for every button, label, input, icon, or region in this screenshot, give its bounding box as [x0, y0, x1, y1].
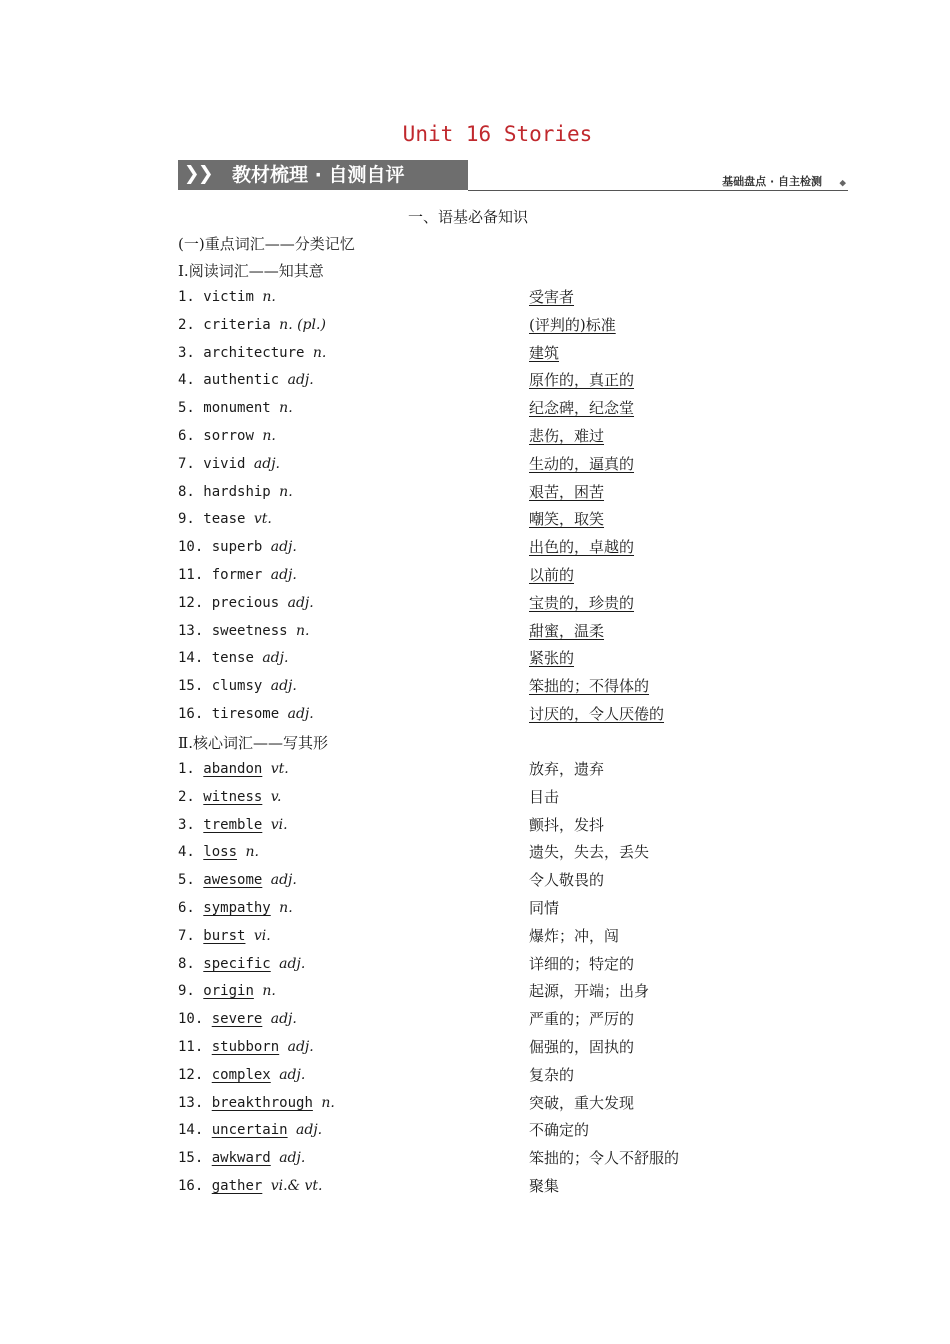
vocab-word: sorrow: [203, 428, 254, 444]
vocab-row: [178, 535, 858, 559]
item-number: 14.: [178, 650, 204, 667]
section-banner: [178, 157, 848, 193]
vocab-row: [178, 452, 858, 476]
item-number: 12.: [178, 594, 204, 611]
vocab-word: superb: [211, 539, 263, 556]
item-number: 10.: [178, 539, 204, 556]
item-number: 16.: [178, 1178, 204, 1194]
vocab-meaning: 目击: [529, 787, 560, 806]
vocab-word: awkward: [211, 1150, 271, 1167]
item-number: 7.: [178, 927, 195, 944]
vocab-row: [178, 480, 858, 504]
vocab-meaning: 遗失，失去，丢失: [529, 843, 650, 862]
item-number: 3.: [178, 816, 195, 833]
vocab-meaning: 聚集: [529, 1177, 560, 1195]
vocab-row: [178, 313, 858, 337]
part-of-speech: n.: [321, 1094, 335, 1111]
item-number: 5.: [178, 400, 195, 417]
vocab-meaning: 出色的，卓越的: [529, 538, 635, 557]
part-of-speech: adj.: [270, 678, 297, 695]
vocab-word: loss: [203, 844, 238, 861]
vocab-meaning: 不确定的: [529, 1121, 590, 1140]
part-of-speech: n.: [279, 400, 293, 417]
vocab-meaning: 同情: [529, 899, 560, 917]
item-number: 16.: [178, 706, 204, 722]
part-of-speech: vi.& vt.: [270, 1178, 323, 1194]
vocab-word: origin: [203, 983, 254, 1000]
vocab-row: [178, 868, 858, 892]
vocab-row: [178, 813, 858, 837]
part-of-speech: adj.: [253, 455, 280, 472]
vocab-row: [178, 563, 858, 587]
vocab-word: abandon: [203, 761, 263, 777]
item-number: 5.: [178, 872, 195, 889]
item-number: 4.: [178, 372, 195, 389]
vocab-meaning: 受害者: [529, 288, 575, 306]
vocab-word: complex: [211, 1066, 271, 1083]
vocab-row: [178, 646, 858, 670]
part-of-speech: vi.: [270, 816, 288, 833]
vocab-row: [178, 396, 858, 420]
vocab-row: [178, 368, 858, 392]
vocab-meaning: 嘲笑，取笑: [529, 510, 605, 529]
vocab-row: [178, 952, 858, 976]
vocab-row: [178, 507, 858, 531]
vocab-word: hardship: [203, 483, 271, 500]
vocab-word: monument: [203, 400, 271, 417]
part-of-speech: n.: [262, 983, 276, 1000]
page-title: Unit 16 Stories: [402, 122, 593, 146]
item-number: 15.: [178, 1150, 204, 1167]
vocab-meaning: 详细的；特定的: [529, 954, 635, 973]
vocab-meaning: 以前的: [529, 566, 575, 584]
part-of-speech: vi.: [253, 927, 271, 944]
vocab-word: severe: [211, 1011, 263, 1028]
vocab-word: vivid: [203, 455, 246, 472]
vocab-word: witness: [203, 788, 263, 805]
vocab-meaning: 爆炸；冲，闯: [529, 926, 620, 945]
part-of-speech: adj.: [270, 567, 297, 583]
part-of-speech: n.: [312, 344, 327, 361]
item-number: 1.: [178, 761, 195, 777]
item-number: 15.: [178, 678, 204, 695]
vocab-word: specific: [203, 955, 271, 972]
diamond-icon: ◆: [839, 176, 846, 189]
vocab-meaning: 宝贵的，珍贵的: [529, 593, 635, 612]
vocab-meaning: 笨拙的；不得体的: [529, 677, 650, 696]
vocab-meaning: (评判的)标准: [529, 315, 616, 334]
part-of-speech: vt.: [270, 761, 289, 777]
vocab-meaning: 生动的，逼真的: [529, 454, 635, 473]
vocab-word: uncertain: [211, 1122, 288, 1139]
vocab-meaning: 颤抖，发抖: [529, 815, 605, 834]
chevron-right-icon: ❯: [184, 159, 200, 189]
vocab-meaning: 紧张的: [529, 649, 575, 668]
vocab-word: tiresome: [211, 706, 280, 722]
vocab-row: [178, 1007, 858, 1031]
vocab-row: [178, 591, 858, 615]
part-of-speech: n.: [245, 844, 259, 861]
vocab-row: [178, 1063, 858, 1087]
subsection-heading: (一)重点词汇——分类记忆: [178, 235, 355, 253]
part-of-speech: adj.: [287, 594, 314, 611]
part-of-speech: n.: [296, 622, 310, 639]
part-of-speech: adj.: [262, 650, 289, 667]
vocab-row: [178, 674, 858, 698]
vocab-row: [178, 896, 858, 920]
part-of-speech: adj.: [270, 539, 297, 556]
item-number: 4.: [178, 844, 195, 861]
vocab-word: sympathy: [203, 900, 271, 916]
vocab-meaning: 甜蜜，温柔: [529, 621, 605, 640]
vocab-word: architecture: [203, 344, 305, 361]
part-of-speech: adj.: [279, 1066, 306, 1083]
item-number: 2.: [178, 788, 195, 805]
part-of-speech: vt.: [253, 511, 272, 528]
vocab-word: former: [211, 567, 263, 583]
item-number: 9.: [178, 511, 195, 528]
item-number: 9.: [178, 983, 195, 1000]
vocab-word: criteria: [203, 316, 271, 333]
item-number: 8.: [178, 955, 195, 972]
vocab-meaning: 艰苦，困苦: [529, 482, 605, 501]
item-number: 8.: [178, 483, 195, 500]
vocab-row: [178, 924, 858, 948]
part-of-speech: adj.: [270, 872, 297, 889]
section-title: 一、语基必备知识: [408, 208, 529, 226]
vocab-word: gather: [211, 1178, 263, 1194]
item-number: 6.: [178, 900, 195, 916]
item-number: 11.: [178, 567, 204, 583]
vocab-meaning: 笨拙的；令人不舒服的: [529, 1149, 680, 1168]
vocab-word: stubborn: [211, 1039, 280, 1055]
part-of-speech: adj.: [287, 372, 314, 389]
vocab-row: [178, 840, 858, 864]
item-number: 1.: [178, 289, 195, 305]
vocab-row: [178, 1146, 858, 1170]
vocab-row: [178, 757, 858, 781]
vocab-meaning: 复杂的: [529, 1065, 575, 1084]
vocab-row: [178, 979, 858, 1003]
vocab-word: sweetness: [211, 622, 288, 639]
vocab-meaning: 建筑: [529, 343, 560, 362]
part-of-speech: adj.: [287, 706, 314, 722]
banner-label: 教材梳理 · 自测自评: [232, 164, 405, 186]
item-number: 6.: [178, 428, 195, 444]
vocab-meaning: 严重的；严厉的: [529, 1010, 635, 1029]
part-of-speech: adj.: [279, 1150, 306, 1167]
vocab-meaning: 讨厌的，令人厌倦的: [529, 705, 665, 723]
vocab-word: tense: [211, 650, 254, 667]
item-number: 14.: [178, 1122, 204, 1139]
vocab-word: burst: [203, 927, 246, 944]
vocab-row: [178, 1118, 858, 1142]
vocab-word: tremble: [203, 816, 263, 833]
item-number: 2.: [178, 316, 195, 333]
part-of-speech: n.: [262, 428, 276, 444]
vocab-row: [178, 785, 858, 809]
chevron-right-icon: ❯: [198, 159, 214, 189]
part-of-speech: v.: [270, 788, 282, 805]
part-of-speech: n.: [279, 900, 293, 916]
vocab-word: breakthrough: [211, 1094, 313, 1111]
vocab-row: [178, 1091, 858, 1115]
vocab-row: [178, 702, 858, 726]
part-of-speech: n. (pl.): [279, 316, 326, 333]
item-number: 3.: [178, 344, 195, 361]
vocab-meaning: 纪念碑，纪念堂: [529, 399, 635, 418]
item-number: 13.: [178, 622, 204, 639]
vocab-word: tease: [203, 511, 246, 528]
item-number: 10.: [178, 1011, 204, 1028]
item-number: 13.: [178, 1094, 204, 1111]
vocab-word: awesome: [203, 872, 263, 889]
vocab-meaning: 突破，重大发现: [529, 1093, 635, 1112]
banner-rule: [468, 190, 848, 191]
vocab-row: [178, 341, 858, 365]
vocab-meaning: 倔强的，固执的: [529, 1038, 635, 1056]
part-of-speech: adj.: [279, 955, 306, 972]
vocab-meaning: 原作的，真正的: [529, 371, 635, 390]
part-of-speech: n.: [262, 289, 276, 305]
part-of-speech: adj.: [287, 1039, 314, 1055]
banner-right-label: 基础盘点 · 自主检测: [722, 175, 822, 188]
part1-heading: Ⅰ.阅读词汇——知其意: [178, 262, 324, 280]
vocab-row: [178, 424, 858, 448]
vocab-word: clumsy: [211, 678, 263, 695]
vocab-meaning: 放弃，遗弃: [529, 760, 605, 778]
part-of-speech: adj.: [270, 1011, 297, 1028]
vocab-meaning: 起源，开端；出身: [529, 982, 650, 1001]
vocab-word: victim: [203, 289, 254, 305]
part2-heading: Ⅱ.核心词汇——写其形: [178, 734, 328, 752]
vocab-meaning: 令人敬畏的: [529, 871, 605, 890]
item-number: 11.: [178, 1039, 204, 1055]
vocab-row: [178, 1174, 858, 1198]
vocab-word: authentic: [203, 372, 280, 389]
vocab-row: [178, 1035, 858, 1059]
vocab-row: [178, 619, 858, 643]
part-of-speech: n.: [279, 483, 293, 500]
vocab-word: precious: [211, 594, 280, 611]
vocab-meaning: 悲伤，难过: [529, 427, 605, 445]
part-of-speech: adj.: [296, 1122, 323, 1139]
item-number: 12.: [178, 1066, 204, 1083]
item-number: 7.: [178, 455, 195, 472]
vocab-row: [178, 285, 858, 309]
